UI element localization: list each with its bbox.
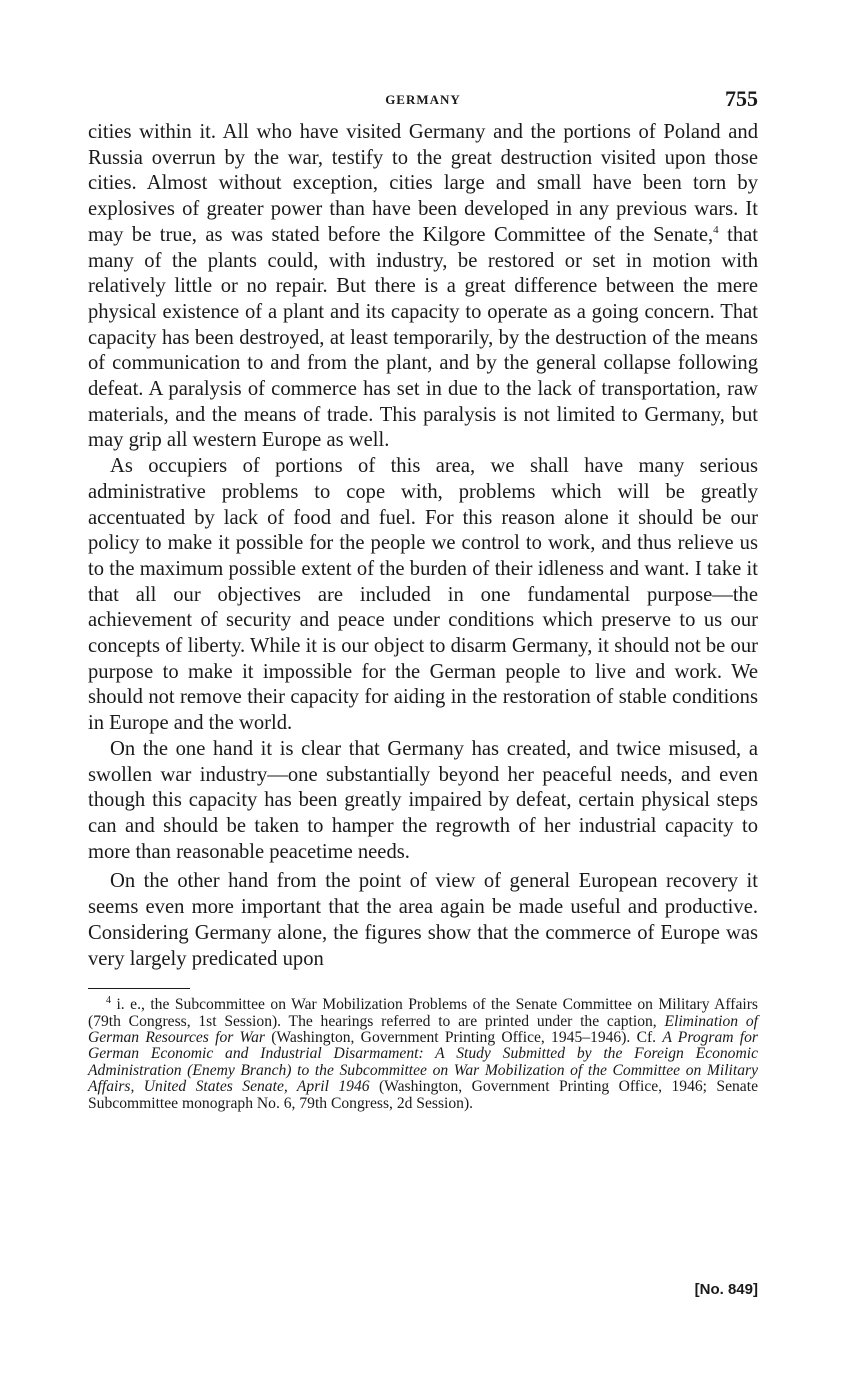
- page-header: [88, 86, 758, 120]
- footnote-text-1: i. e., the Subcommittee on War Mobilization Problems of the Senate Committee on Military Affairs (79th Congress, 1st Session). The hearings referred to are printed under the caption,: [88, 996, 758, 1030]
- running-head: GERMANY: [385, 92, 461, 107]
- document-page: [88, 86, 758, 1112]
- footnote-divider: [88, 988, 190, 989]
- paragraph-3: On the one hand it is clear that Germany has created, and twice misused, a swollen war industry—one substantially beyond her peaceful needs, and even though this capacity has been greatly impaired by defeat, certain physical steps can and should be taken to hamper the regrowth of her industrial capacity to more than reasonable peacetime needs.: [88, 737, 758, 863]
- body-text: [88, 120, 758, 972]
- paragraph-4: On the other hand from the point of view of general European recovery it seems even more important that the area again be made useful and productive. Considering Germany alone, the figures show that the commerce of Europe was very largely predicated upon: [88, 870, 758, 970]
- footnote-title-1: Elimination of German Resources for War: [88, 1012, 758, 1047]
- footnote-title-2: A Program for German Economic and Industrial Disarmament: A Study Submitted by the Foreign Economic Administration (Enemy Branch) to the Subcommittee on War Mobilization of the Committee on Military Affairs, United States Senate, April 1946: [88, 1029, 758, 1096]
- document-number: [No. 849]: [694, 1281, 758, 1298]
- footnote-text-3: (Washington, Government Printing Office, 1946; Senate Subcommittee monograph No. 6, 79th Congress, 2d Session).: [88, 1078, 758, 1112]
- footnote: [88, 997, 758, 1112]
- footnote-reference: 4: [713, 223, 719, 236]
- paragraph-2: As occupiers of portions of this area, we shall have many serious administrative problems to cope with, problems which will be greatly accentuated by lack of food and fuel. For this reason alone it should be our policy to make it possible for the people we control to work, and thus relieve us to the maximum possible extent of the burden of their idleness and want. I take it that all our objectives are included in one fundamental purpose—the achievement of security and peace under conditions which preserve to us our concepts of liberty. While it is our object to disarm Germany, it should not be our purpose to make it impossible for the German people to live and work. We should not remove their capacity for aiding in the restoration of stable conditions in Europe and the world.: [88, 455, 758, 735]
- paragraph-1: [88, 120, 758, 454]
- paragraph-1-text: cities within it. All who have visited Germany and the portions of Poland and Russia overrun by the war, testify to the great destruction visited upon those cities. Almost without exception, cities large and small have been torn by explosives of greater power than have been developed in any previous wars. It may be true, as was stated before the Kilgore Committee of the Senate,: [88, 121, 758, 246]
- paragraph-1-text-continued: that many of the plants could, with industry, be restored or set in motion with relatively little or no repair. But there is a great difference between the mere physical existence of a plant and its capacity to operate as a going concern. That capacity has been destroyed, at least temporarily, by the destruction of the means of communication to and from the plant, and by the general collapse following defeat. A paralysis of commerce has set in due to the lack of transportation, raw materials, and the means of trade. This paralysis is not limited to Germany, but may grip all western Europe as well.: [88, 223, 758, 452]
- footnote-text-2: (Washington, Government Printing Office, 1945–1946). Cf.: [264, 1029, 663, 1047]
- page-number: 755: [725, 86, 758, 111]
- footnote-marker: 4: [106, 995, 111, 1007]
